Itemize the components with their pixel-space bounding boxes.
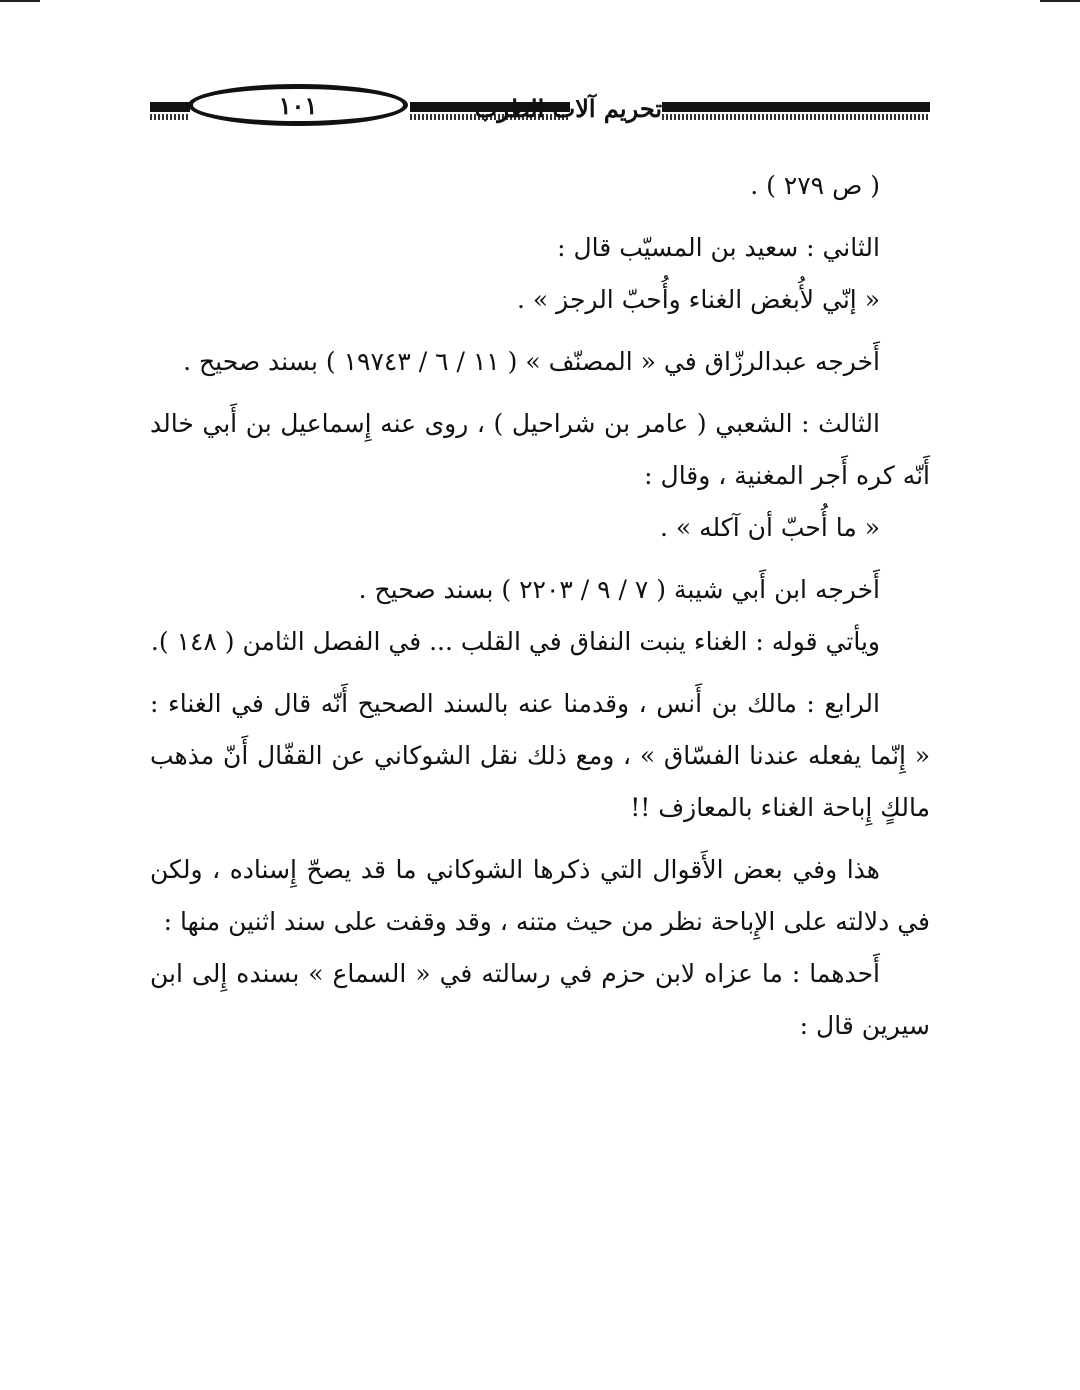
paragraph-source: أَخرجه عبدالرزّاق في « المصنّف » ( ١١ / ٦ / ١٩٧٤٣ ) بسند صحيح .: [183, 347, 880, 376]
page-header: [150, 72, 930, 132]
book-title: تحريم آلات الطرب: [474, 94, 662, 123]
scan-edge-mark-left: [0, 0, 40, 16]
paragraph-second-heading: الثاني : سعيد بن المسيّب قال :: [557, 233, 880, 262]
header-rule-right: [662, 102, 930, 112]
paragraph-reference: ( ص ٢٧٩ ) .: [750, 171, 880, 200]
page-body: [150, 160, 930, 1052]
header-hatch-left: [150, 114, 190, 120]
header-rule-left: [150, 102, 190, 112]
paragraph-third-heading: الثالث : الشعبي ( عامر بن شراحيل ) ، روى عنه إِسماعيل بن أَبي خالد أَنّه كره أَجر المغنية ، وقال :: [150, 409, 930, 490]
paragraph-source: أَخرجه ابن أَبي شيبة ( ٧ / ٩ / ٢٢٠٣ ) بسند صحيح .: [358, 575, 880, 604]
scan-edge-mark-right: [1040, 0, 1080, 16]
paragraph-quote: « ما أُحبّ أن آكله » .: [659, 513, 880, 542]
page-number: ١٠١: [188, 84, 408, 126]
paragraph-quote: « إنّي لأُبغض الغناء وأُحبّ الرجز » .: [517, 285, 880, 314]
paragraph-discussion: هذا وفي بعض الأَقوال التي ذكرها الشوكاني ما قد يصحّ إِسناده ، ولكن في دلالته على الإِباحة نظر من حيث متنه ، وقد وقفت على سند اثنين منها :: [150, 855, 930, 936]
paragraph-first-of-two: أَحدهما : ما عزاه لابن حزم في رسالته في « السماع » بسنده إِلى ابن سيرين قال :: [150, 959, 930, 1040]
header-hatch-right: [662, 114, 930, 120]
paragraph-cross-reference: ويأتي قوله : الغناء ينبت النفاق في القلب ... في الفصل الثامن ( ١٤٨ ).: [150, 627, 880, 656]
paragraph-fourth-heading: الرابع : مالك بن أَنس ، وقدمنا عنه بالسند الصحيح أَنّه قال في الغناء : « إِنّما يفعله عندنا الفسّاق » ، ومع ذلك نقل الشوكاني عن القفّال أَنّ مذهب مالكٍ إِباحة الغناء بالمعازف !!: [150, 689, 930, 822]
